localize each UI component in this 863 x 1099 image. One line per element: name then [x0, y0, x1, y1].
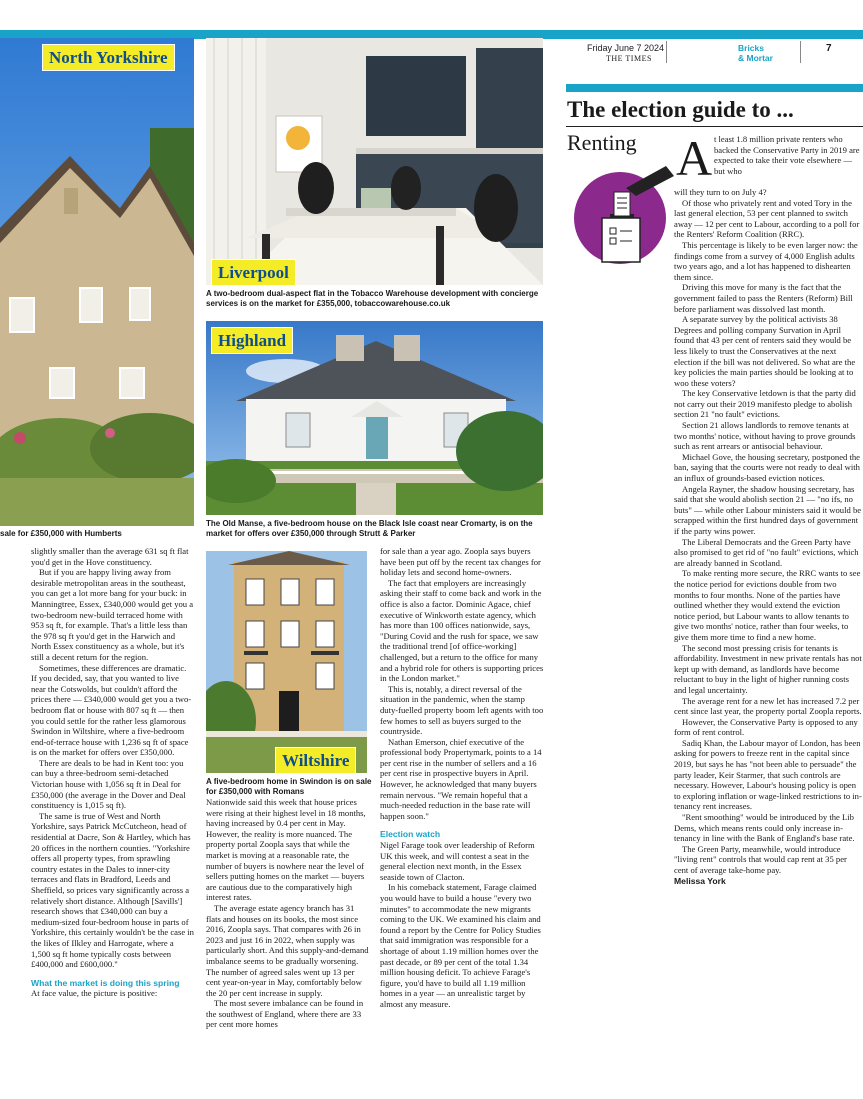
guide-paragraph: The Green Party, meanwhile, would introduce "living rent" controls that would cap rent at 35 per cent of average take-home pay.	[674, 843, 847, 875]
guide-paragraph: Angela Rayner, the shadow housing secretary, has said that she would abolish section 21 — "no ifs, no buts" — while other Labour ministers said it would be scrapped within the first hundred days of government if the party wins power.	[674, 483, 862, 536]
guide-subtitle: Renting	[567, 130, 637, 155]
article-paragraph: slightly smaller than the average 631 sq ft flat you'd get in the Hove constituency.	[31, 546, 189, 567]
highland-caption: The Old Manse, a five-bedroom house on the Black Isle coast near Cromarty, is on the market for offers over £350,000 through Strutt & Parker	[206, 519, 533, 538]
article-paragraph: The same is true of West and North Yorkshire, says Patrick McCutcheon, head of residential at Dacre, Son & Hartley, which has 20 offices in the northern counties. "Yorkshire offers all property types, from sprawling country estates in the Dales to inner-city terraces and flats in Bradford, Leeds and Sheffield, so prices vary significantly across a relatively short distance. Although [Savills'] research shows that £340,000 can buy a medium-sized four-bedroom house in parts of Yorkshire, this certainly wouldn't be the case in the likes of Ilkley and Harrogate, where a 1,500 sq ft home typically costs between £400,000 and £600,000."	[31, 810, 194, 970]
guide-paragraph: Driving this move for many is the fact that the government failed to pass the Renters (Reform) Bill before parliament was dissolved last month.	[674, 282, 853, 314]
header-section-line1: Bricks	[738, 43, 764, 53]
guide-paragraph: The Liberal Democrats and the Green Party have also promised to get rid of "no fault" evictions, which are already banned in Scotland.	[674, 536, 859, 568]
article-paragraph: But if you are happy living away from desirable metropolitan areas in the southeast, you can get a lot more bang for your buck: in Manningtree, Essex, £340,000 would get you a two-bedroom new-build terraced home with 953 sq ft, for example. That's a little less than the 978 sq ft you'd get in the Harwich and North Essex constituency as a whole, but it's still a decent return for the region.	[31, 567, 194, 662]
header-divider	[666, 41, 667, 63]
guide-paragraph: The average rent for a new let has increased 7.2 per cent since last year, the property portal Zoopla reports.	[674, 695, 862, 717]
guide-paragraph: Section 21 allows landlords to remove tenants at two months' notice, without having to prove grounds such as rent arrears or antisocial behaviour.	[674, 420, 856, 452]
header-section-line2: & Mortar	[738, 53, 773, 63]
guide-paragraph: "Rent smoothing" would be introduced by the Lib Dems, which means rents could only increase in-tenancy in line with the Bank of England's base rate.	[674, 812, 855, 844]
wiltshire-caption: A five-bedroom home in Swindon is on sale for £350,000 with Romans	[206, 777, 372, 796]
liverpool-tag: Liverpool	[211, 259, 296, 286]
article-paragraph: for sale than a year ago. Zoopla says buyers have been put off by the recent tax changes for holiday lets and second home-owners.	[380, 546, 541, 578]
article-column-right	[380, 546, 544, 1076]
article-column-left	[31, 546, 194, 1076]
subhead-election-watch: Election watch	[380, 829, 441, 840]
guide-column	[674, 187, 862, 1077]
header-divider	[800, 41, 801, 63]
header-date: Friday June 7 2024	[587, 43, 665, 53]
guide-paragraph: Sadiq Khan, the Labour mayor of London, has been asking for powers to freeze rent in the capital since 2019, but says he has "not been able to persuade" the party leader, Keir Starmer, that such controls are necessary. However, Labour's housing policy is open to exploring inflation or wage-linked restrictions to in-tenancy rent increases.	[674, 737, 862, 812]
highland-tag: Highland	[211, 327, 293, 354]
guide-paragraph: However, the Conservative Party is opposed to any form of rent control.	[674, 716, 858, 738]
ballot-box-illustration	[566, 162, 674, 270]
page-number: 7	[826, 43, 832, 54]
guide-paragraph: Michael Gove, the housing secretary, postponed the ban, saying that the courts were not ready to deal with an influx of grounds-based eviction notices.	[674, 451, 860, 484]
guide-lead-wrap	[714, 134, 862, 188]
subhead-market: What the market is doing this spring	[31, 977, 180, 988]
guide-paragraph: This percentage is likely to be even larger now: the findings come from a survey of 4,000 English adults two years ago, and a lot has happened to dishearten them since.	[674, 239, 858, 282]
guide-paragraph: A separate survey by the political activists 38 Degrees and polling company Survation in April found that 43 per cent of renters said they would be less likely to trust the Conservatives at the next election if the bill was not delivered. So what are the key policies the main parties should be looking at to woo these voters?	[674, 314, 856, 388]
article-paragraph: There are deals to be had in Kent too: you can buy a three-bedroom semi-detached Victorian house with 1,056 sq ft in Deal for £350,000 (the average in the Dover and Deal constituency is 1,015 sq ft).	[31, 757, 186, 811]
article-paragraph: Nationwide said this week that house prices were rising at their highest level in 18 months, having increased by 0.4 per cent in May. However, the reality is more nuanced. The property portal Zoopla says that while the market is moving at a reasonable rate, the number of buyers is nowhere near the level of sellers putting homes on the market — buyers are cautious due to the comparatively high interest rates.	[206, 797, 366, 903]
guide-paragraph: The second most pressing crisis for tenants is affordability. Investment in new private rentals has not kept up with demand, as landlords have become reluctant to buy in the light of higher running costs and legal uncertainty.	[674, 642, 862, 695]
guide-title: The election guide to ...	[567, 97, 794, 122]
article-paragraph: Nathan Emerson, chief executive of the professional body Propertymark, points to a 14 per cent rise in the number of sellers and a 16 per cent rise in prospective buyers in April. However, he acknowledged that many buyers remain nervous. "We remain hopeful that a much-needed reduction in the base rate will happen soon."	[380, 736, 542, 821]
guide-rule	[566, 126, 863, 127]
guide-lead-top: t least 1.8 million private renters who backed the Conservative Party in 2019 are expected to take their vote elsewhere — but who	[714, 134, 860, 176]
wiltshire-tag: Wiltshire	[275, 747, 356, 774]
guide-dropcap: A	[676, 130, 713, 186]
north-yorkshire-tag: North Yorkshire	[42, 44, 175, 71]
article-paragraph: Nigel Farage took over leadership of Reform UK this week, and will contest a seat in the general election next month, in the Essex seaside town of Clacton.	[380, 840, 535, 882]
north-yorkshire-photo	[0, 38, 194, 526]
article-paragraph: In his comeback statement, Farage claimed you would have to build a house "every two minutes" to accommodate the new migrants coming to the UK. We examined his claim and found a report by the Centre for Policy Studies that said immigration was responsible for a shortage of about 1.19 million homes over the past decade, or 89 per cent of the total 1.34 million housing deficit. To achieve Farage's figure, you'd have to build all 1.19 million homes in a year — an unrealistic target by almost any measure.	[380, 882, 541, 1009]
guide-paragraph: Of those who privately rent and voted Tory in the last general election, 53 per cent planned to switch away — 12 per cent to Labour, according to a poll for the Renters' Reform Coalition (RRC).	[674, 197, 860, 240]
guide-paragraph: To make renting more secure, the RRC wants to see the notice period for evictions double from two months to four months. None of the parties have outlined whether they would extend the eviction notice period, but Labour wants to allow tenants to give two months' notice, rather than four weeks, to give them more time to find a new home.	[674, 568, 861, 642]
north-yorkshire-caption: sale for £350,000 with Humberts	[0, 529, 122, 538]
liverpool-photo	[206, 38, 543, 285]
header-section	[738, 43, 773, 63]
article-paragraph: This is, notably, a direct reversal of the situation in the pandemic, when the stamp duty-fuelled property boom left agents with too few homes to sell as buyers surged to the countryside.	[380, 683, 544, 737]
article-paragraph: The average estate agency branch has 31 flats and houses on its books, the most since 2016, Zoopla says. That compares with 26 in 2023 and just 16 in 2022, when supply was particularly short. And this supply-and-demand imbalance seems to be gradually worsening. The number of agreed sales went up 13 per cent year-on-year in May, comfortably below the 20 per cent increase in supply.	[206, 902, 369, 998]
header-paper: THE TIMES	[606, 54, 652, 63]
article-column-middle	[206, 797, 370, 1077]
article-paragraph: The most severe imbalance can be found in the southwest of England, where there are 33 per cent more homes	[206, 998, 364, 1030]
guide-paragraph: The key Conservative letdown is that the party did not carry out their 2019 manifesto pledge to abolish section 21 "no fault" evictions.	[674, 388, 856, 420]
article-paragraph: Sometimes, these differences are dramatic. If you decided, say, that you wanted to live near the Cotswolds, but couldn't afford the prices there — £340,000 would get you a two-bedroom flat or house with 807 sq ft — then you could settle for the rather less glamorous Swindon in Wiltshire, where a five-bedroom end-of-terrace house with 1,236 sq ft of space is on the market for offers over £350,000.	[31, 662, 192, 758]
liverpool-caption: A two-bedroom dual-aspect flat in the Tobacco Warehouse development with concierge services is on the market for £355,000, tobaccowarehouse.co.uk	[206, 289, 539, 308]
article-paragraph: The fact that employers are increasingly asking their staff to come back and work in the office is also a factor. Dominic Agace, chief executive of Winkworth estate agency, which has more than 100 offices nationwide, says, "During Covid and the rush for space, we saw the traditional trend [of office-working] challenged, but a return to the office for many and a hybrid role for others is supporting prices in the London market."	[380, 577, 544, 684]
guide-lead-end: will they turn to on July 4?	[674, 187, 767, 197]
wiltshire-photo	[206, 551, 367, 773]
article-paragraph: At face value, the picture is positive:	[31, 988, 158, 999]
byline: Melissa York	[674, 875, 726, 886]
guide-accent-bar	[566, 84, 863, 92]
